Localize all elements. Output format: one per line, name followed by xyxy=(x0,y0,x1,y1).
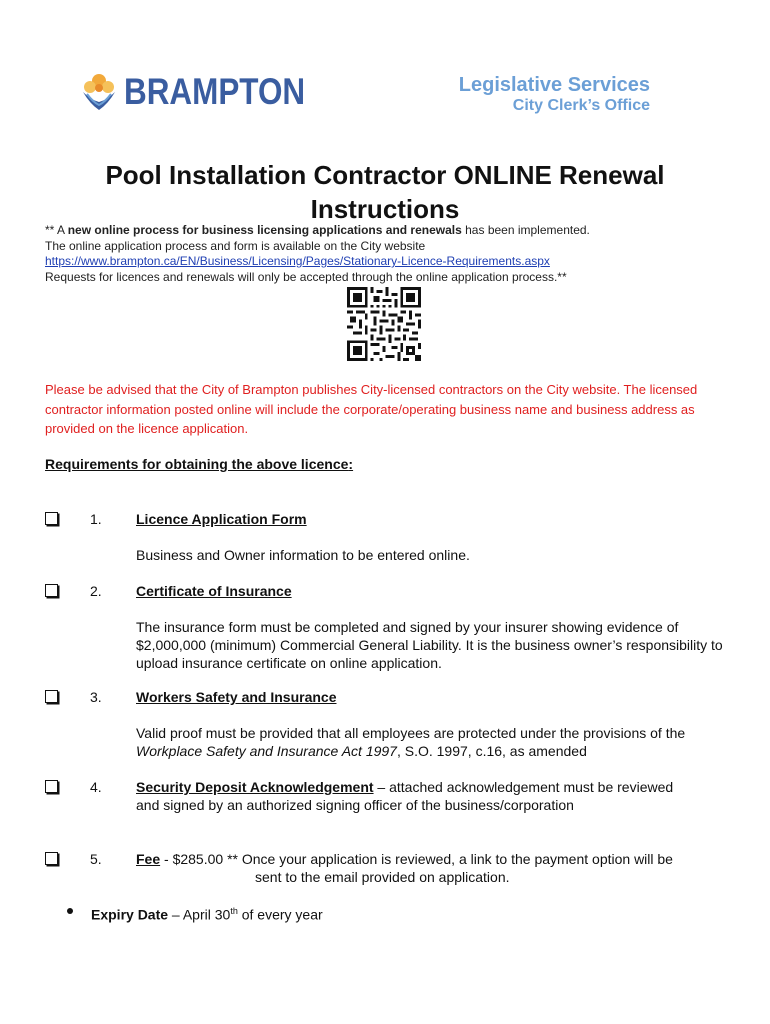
item-title: Fee - $285.00 ** Once your application is reviewed, a link to the payment option will be xyxy=(136,851,673,867)
item-title: Workers Safety and Insurance xyxy=(136,689,337,705)
item-number: 5. xyxy=(90,851,102,867)
notice-line-1: ** A new online process for business licensing applications and renewals has been implemented. xyxy=(45,223,590,237)
item-number: 4. xyxy=(90,779,102,795)
item-description: sent to the email provided on application. xyxy=(255,869,510,885)
page-title xyxy=(0,158,770,226)
notice-bold: new online process for business licensing applications and renewals xyxy=(67,223,462,237)
checkbox-icon xyxy=(45,512,58,525)
online-process-notice xyxy=(45,223,745,285)
item-description: and signed by an authorized signing officer of the business/corporation xyxy=(136,797,574,813)
item-title: Licence Application Form xyxy=(136,511,307,527)
notice-line-4: Requests for licences and renewals will only be accepted through the online application process.** xyxy=(45,269,567,284)
checkbox-icon xyxy=(45,780,58,793)
brampton-logo xyxy=(80,72,337,112)
item-description: Business and Owner information to be entered online. xyxy=(136,547,470,563)
item-description: The insurance form must be completed and signed by your insurer showing evidence of $2,000,000 (minimum) Commercial General Liability. It is the business owner’s responsibility to upload insurance certificate on online application. xyxy=(136,619,723,671)
flower-logo-icon xyxy=(80,72,118,112)
advisory-text: Please be advised that the City of Brampton publishes City-licensed contractors on the City website. The licensed contractor information posted online will include the corporate/operating business name and business address as provided on the licence application. xyxy=(45,382,698,436)
item-description: Valid proof must be provided that all employees are protected under the provisions of the Workplace Safety and Insurance Act 1997, S.O. 1997, c.16, as amended xyxy=(136,725,686,759)
item-title: Certificate of Insurance xyxy=(136,583,292,599)
checkbox-icon xyxy=(45,690,58,703)
department-header xyxy=(459,74,650,116)
office-name: City Clerk’s Office xyxy=(512,97,650,114)
checkbox-icon xyxy=(45,584,58,597)
title-line-1: Pool Installation Contractor ONLINE Renewal xyxy=(105,160,665,190)
licensing-url-link[interactable]: https://www.brampton.ca/EN/Business/Licensing/Pages/Stationary-Licence-Requirements.aspx xyxy=(45,254,550,268)
item-number: 1. xyxy=(90,511,102,527)
checkbox-icon xyxy=(45,852,58,865)
bullet-dot-icon xyxy=(67,908,73,914)
expiry-text: Expiry Date – April 30th of every year xyxy=(91,906,323,923)
department-name: Legislative Services xyxy=(458,74,650,96)
item-title: Security Deposit Acknowledgement – attached acknowledgement must be reviewed xyxy=(136,779,674,795)
requirements-heading: Requirements for obtaining the above licence: xyxy=(45,456,354,472)
logo-text: BRAMPTON xyxy=(124,71,306,112)
notice-line-2: The online application process and form is available on the City website xyxy=(45,238,426,253)
item-number: 2. xyxy=(90,583,102,599)
title-line-2: Instructions xyxy=(310,194,460,224)
item-number: 3. xyxy=(90,689,102,705)
qr-code xyxy=(347,287,421,361)
